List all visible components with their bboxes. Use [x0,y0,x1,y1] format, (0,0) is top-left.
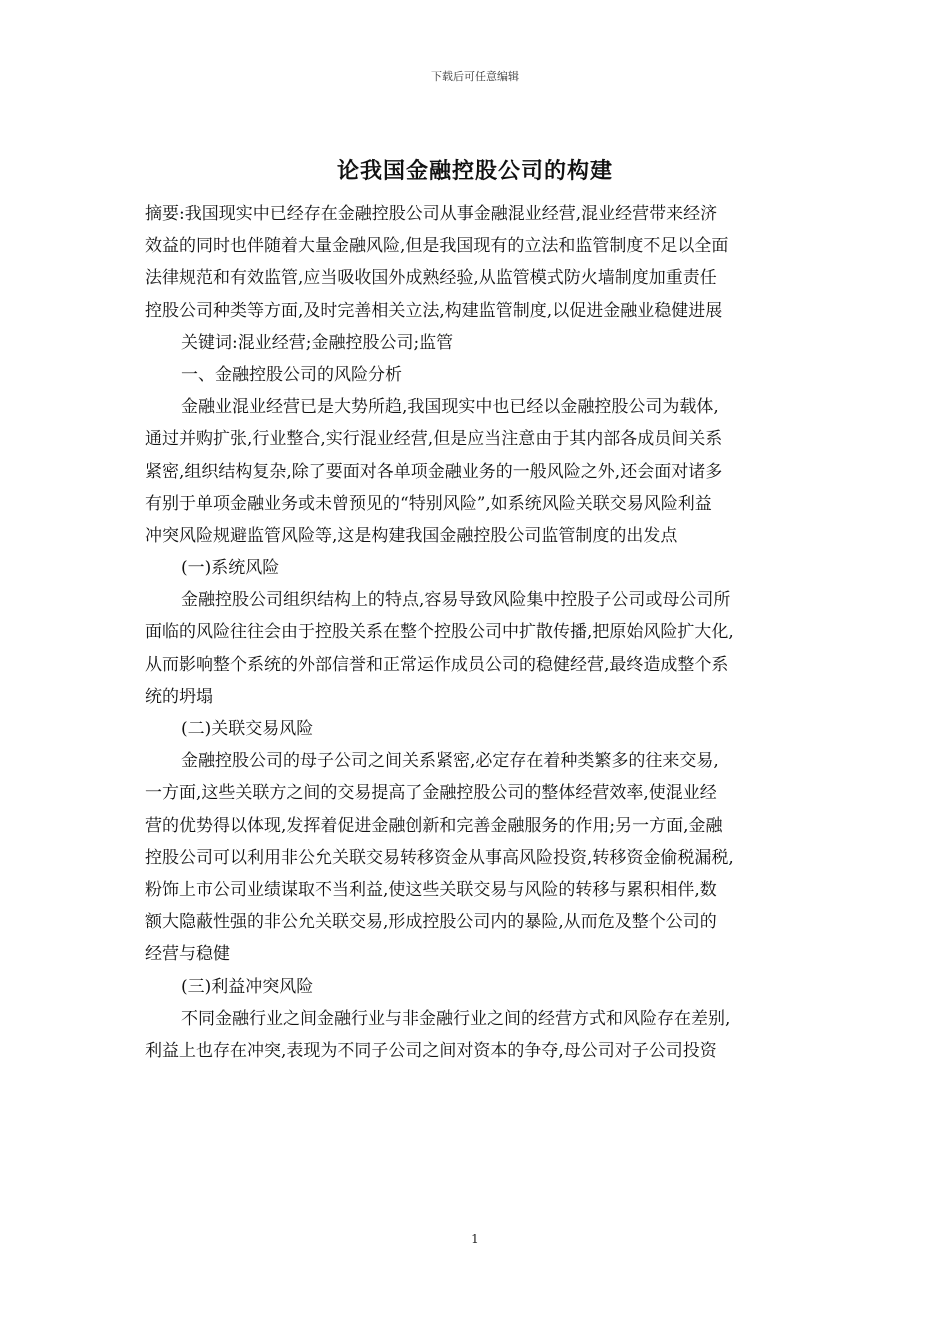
paragraph [145,391,810,552]
text-line: 面临的风险往往会由于控股关系在整个控股公司中扩散传播,把原始风险扩大化, [145,622,734,643]
page-header: 下载后可任意编辑 [431,70,519,83]
text-line: 冲突风险规避监管风险等,这是构建我国金融控股公司监管制度的出发点 [145,525,678,546]
text-line: 通过并购扩张,行业整合,实行混业经营,但是应当注意由于其内部各成员间关系 [145,429,723,450]
text-line: 金融业混业经营已是大势所趋,我国现实中也已经以金融控股公司为载体, [181,397,719,418]
paragraph [145,971,810,1003]
page-number: 1 [471,1232,479,1246]
text-line: 紧密,组织结构复杂,除了要面对各单项金融业务的一般风险之外,还会面对诸多 [145,461,723,482]
text-line: 不同金融行业之间金融行业与非金融行业之间的经营方式和风险存在差别, [181,1008,731,1029]
text-line: 营的优势得以体现,发挥着促进金融创新和完善金融服务的作用;另一方面,金融 [145,815,723,836]
paragraph [145,359,810,391]
text-line: 统的坍塌 [145,686,213,707]
text-line: 控股公司可以利用非公允关联交易转移资金从事高风险投资,转移资金偷税漏税, [145,847,734,868]
text-line: 金融控股公司的母子公司之间关系紧密,必定存在着种类繁多的往来交易, [181,751,719,772]
paragraph [145,745,810,970]
text-line: 利益上也存在冲突,表现为不同子公司之间对资本的争夺,母公司对子公司投资 [145,1040,717,1061]
paragraph [145,1003,810,1067]
text-line: 控股公司种类等方面,及时完善相关立法,构建监管制度,以促进金融业稳健进展 [145,300,723,321]
document-title: 论我国金融控股公司的构建 [336,158,613,184]
paragraph [145,327,810,359]
text-line: 一、金融控股公司的风险分析 [181,364,402,385]
paragraph [145,713,810,745]
text-line: 粉饰上市公司业绩谋取不当利益,使这些关联交易与风险的转移与累积相伴,数 [145,879,717,900]
text-line: 经营与稳健 [145,944,230,965]
text-line: 法律规范和有效监管,应当吸收国外成熟经验,从监管模式防火墙制度加重责任 [145,268,717,289]
text-line: 效益的同时也伴随着大量金融风险,但是我国现有的立法和监管制度不足以全面 [145,236,729,257]
text-line: 金融控股公司组织结构上的特点,容易导致风险集中控股子公司或母公司所 [181,590,731,611]
paragraph [145,198,810,327]
paragraph [145,584,810,713]
text-line: 额大隐蔽性强的非公允关联交易,形成控股公司内的暴险,从而危及整个公司的 [145,912,717,933]
paragraph [145,552,810,584]
document-body [145,198,810,1067]
text-line: 一方面,这些关联方之间的交易提高了金融控股公司的整体经营效率,使混业经 [145,783,717,804]
text-line: 关键词:混业经营;金融控股公司;监管 [181,332,454,353]
text-line: 从而影响整个系统的外部信誉和正常运作成员公司的稳健经营,最终造成整个系 [145,654,729,675]
text-line: 有别于单项金融业务或未曾预见的“特别风险”,如系统风险关联交易风险利益 [145,493,712,514]
text-line: (一)系统风险 [181,558,280,579]
text-line: (二)关联交易风险 [181,719,314,739]
text-line: (三)利益冲突风险 [181,976,314,997]
text-line: 摘要:我国现实中已经存在金融控股公司从事金融混业经营,混业经营带来经济 [145,204,718,224]
